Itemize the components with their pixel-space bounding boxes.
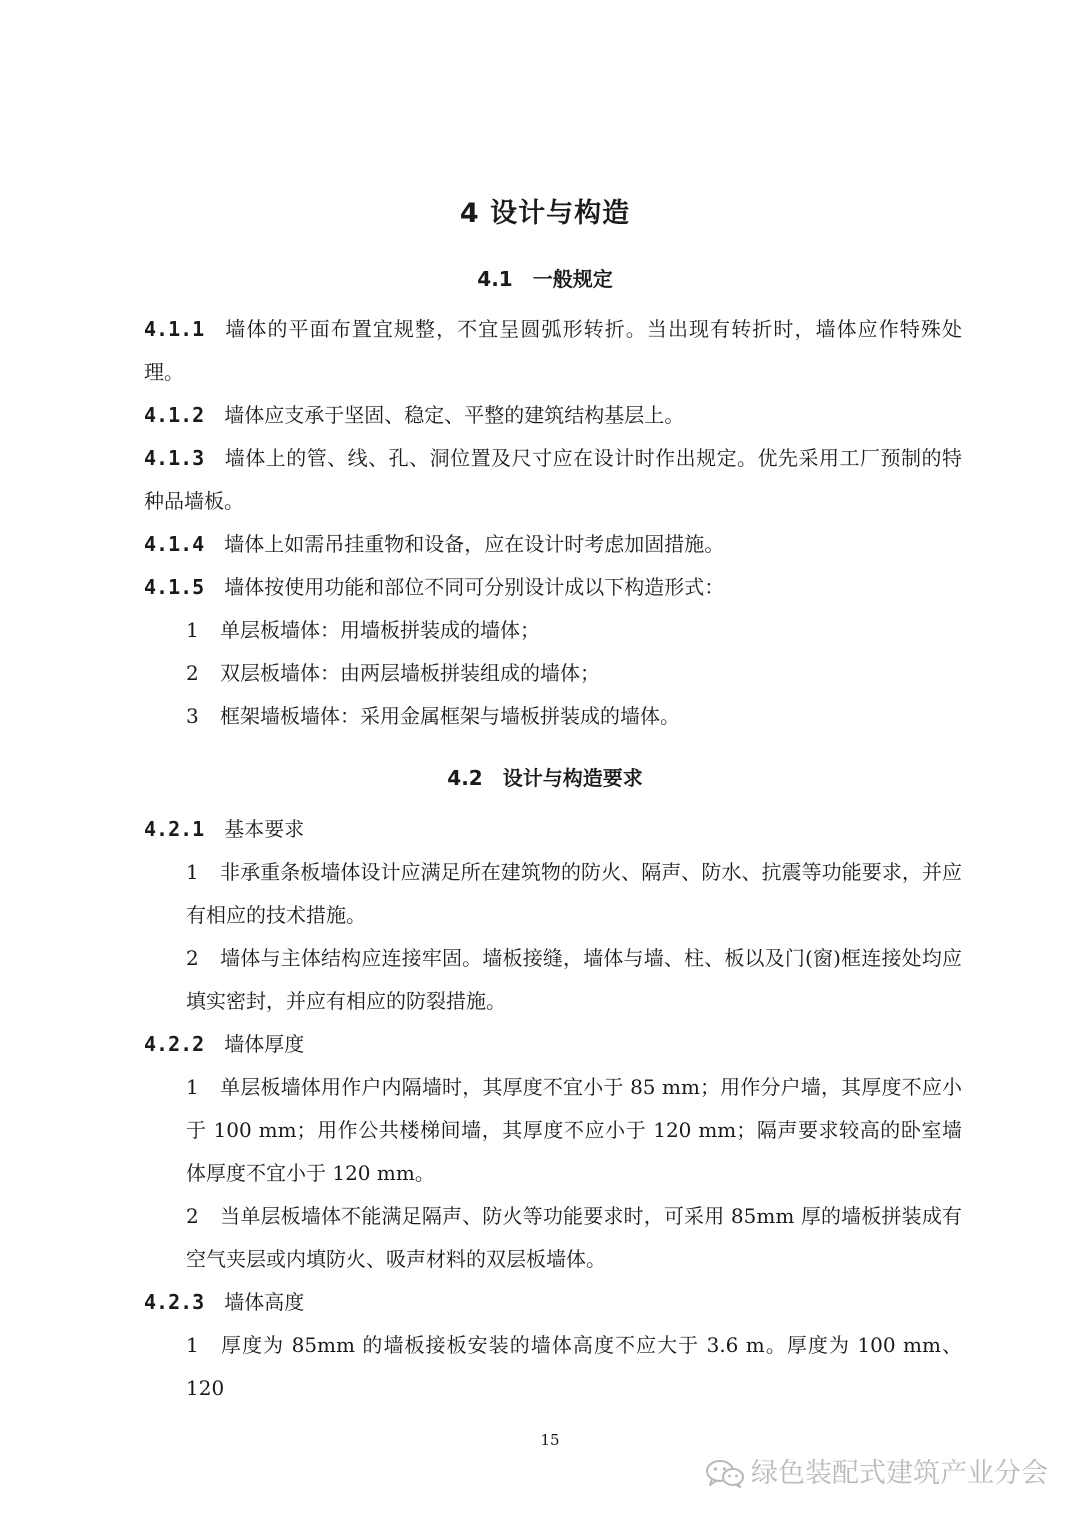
list-item: [144, 851, 962, 937]
item-text: 墙体与主体结构应连接牢固。墙板接缝，墙体与墙、柱、板以及门(窗)框连接处均应填实密封，并应有相应的防裂措施。: [186, 946, 962, 1013]
clause-number: 4.1.5: [144, 575, 205, 599]
wechat-watermark: [705, 1456, 1048, 1492]
clause-4-1-2: [144, 394, 962, 437]
clause-number: 4.2.1: [144, 817, 205, 841]
list-item: [144, 937, 962, 1023]
item-number: 2: [186, 946, 199, 970]
clause-4-1-4: [144, 523, 962, 566]
chapter-title: 4 设计与构造: [459, 198, 631, 229]
clause-text: 墙体上的管、线、孔、洞位置及尺寸应在设计时作出规定。优先采用工厂预制的特种品墙板。: [144, 446, 962, 513]
clause-text: 墙体按使用功能和部位不同可分别设计成以下构造形式：: [224, 575, 725, 599]
clause-4-2-1: [144, 808, 962, 851]
list-item: [144, 652, 962, 695]
clause-text: 墙体高度: [224, 1290, 305, 1314]
clause-4-1-1: [144, 308, 962, 394]
clause-text: 墙体应支承于坚固、稳定、平整的建筑结构基层上。: [224, 403, 685, 427]
item-text: 当单层板墙体不能满足隔声、防火等功能要求时，可采用 85mm 厚的墙板拼装成有空气夹层或内填防火、吸声材料的双层板墙体。: [186, 1204, 962, 1271]
list-item: [144, 1324, 962, 1410]
section-4-2-body: [144, 808, 962, 1410]
section-title-4-2: 4.2 设计与构造要求: [447, 766, 643, 790]
item-text: 框架墙板墙体：采用金属框架与墙板拼装成的墙体。: [220, 704, 680, 728]
item-number: 1: [186, 618, 199, 642]
clause-text: 墙体厚度: [224, 1032, 305, 1056]
clause-number: 4.1.1: [144, 317, 205, 341]
section-4-1-body: [144, 308, 962, 738]
list-item: [144, 1066, 962, 1195]
item-number: 1: [186, 860, 199, 884]
item-number: 2: [186, 1204, 199, 1228]
clause-text: 基本要求: [224, 817, 305, 841]
item-number: 3: [186, 704, 199, 728]
clause-text: 墙体上如需吊挂重物和设备，应在设计时考虑加固措施。: [224, 532, 725, 556]
clause-number: 4.1.2: [144, 403, 205, 427]
list-item: [144, 609, 962, 652]
item-number: 2: [186, 661, 199, 685]
section-title-4-1: 4.1 一般规定: [477, 267, 613, 291]
item-text: 非承重条板墙体设计应满足所在建筑物的防火、隔声、防水、抗震等功能要求，并应有相应的技术措施。: [186, 860, 962, 927]
clause-text: 墙体的平面布置宜规整，不宜呈圆弧形转折。当出现有转折时，墙体应作特殊处理。: [144, 317, 962, 384]
wechat-icon: [705, 1459, 745, 1489]
clause-4-1-3: [144, 437, 962, 523]
item-text: 单层板墙体：用墙板拼装成的墙体；: [220, 618, 540, 642]
item-number: 1: [186, 1333, 199, 1357]
clause-4-2-3: [144, 1281, 962, 1324]
clause-number: 4.1.4: [144, 532, 205, 556]
clause-4-2-2: [144, 1023, 962, 1066]
item-text: 厚度为 85mm 的墙板接板安装的墙体高度不应大于 3.6 m。厚度为 100 mm、120: [186, 1333, 962, 1400]
page-number: 15: [540, 1431, 560, 1449]
clause-number: 4.2.2: [144, 1032, 205, 1056]
item-text: 双层板墙体：由两层墙板拼装组成的墙体；: [220, 661, 600, 685]
item-text: 单层板墙体用作户内隔墙时，其厚度不宜小于 85 mm；用作分户墙，其厚度不应小于 100 mm；用作公共楼梯间墙，其厚度不应小于 120 mm；隔声要求较高的卧室墙体厚度不宜小于 120 mm。: [186, 1075, 962, 1185]
list-item: [144, 695, 962, 738]
watermark-text: 绿色装配式建筑产业分会: [751, 1458, 1048, 1489]
list-item: [144, 1195, 962, 1281]
clause-4-1-5: [144, 566, 962, 609]
clause-number: 4.1.3: [144, 446, 205, 470]
item-number: 1: [186, 1075, 199, 1099]
clause-number: 4.2.3: [144, 1290, 205, 1314]
